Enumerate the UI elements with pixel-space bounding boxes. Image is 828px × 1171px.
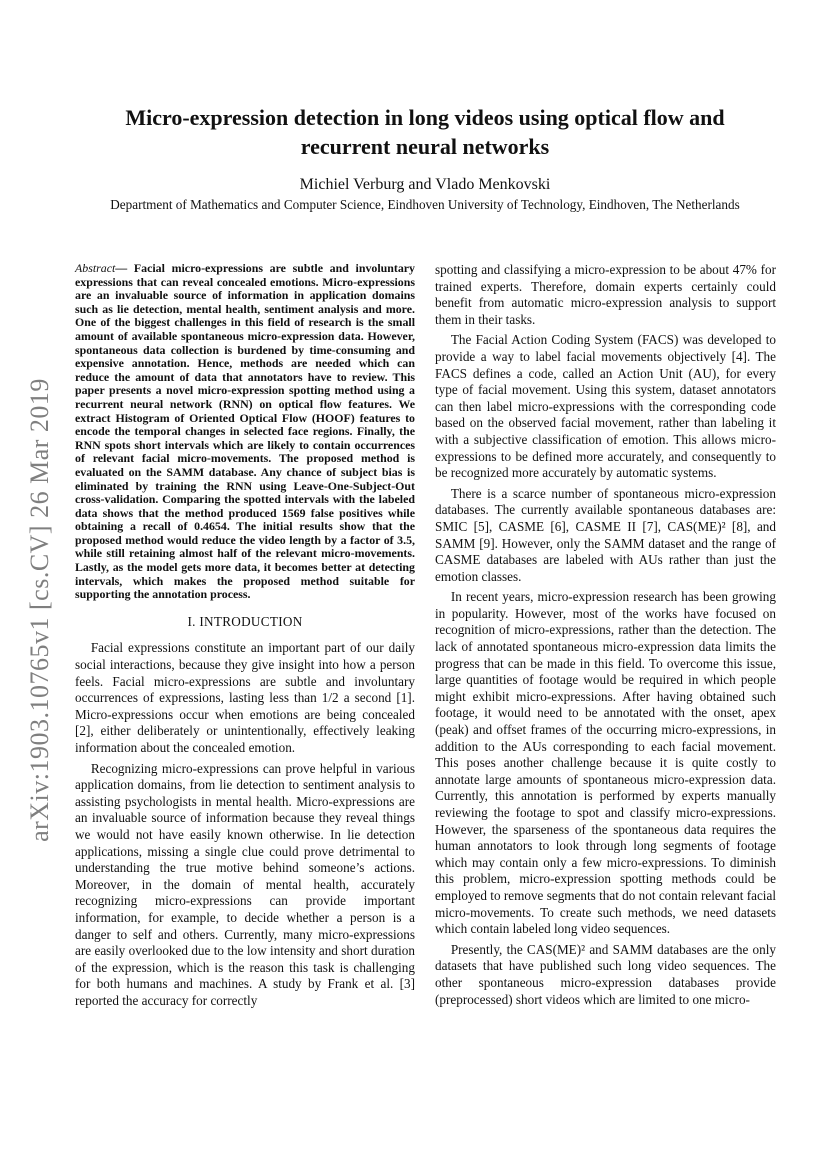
paragraph: spotting and classifying a micro-expression to be about 47% for trained experts. Therefore, domain experts certainly could benefit from automatic micro-expression analysis to support them in their tasks. [435, 262, 776, 327]
left-column [75, 262, 415, 1010]
paper-title: Micro-expression detection in long videos using optical flow and recurrent neural networks [125, 105, 725, 159]
right-column [435, 262, 776, 1008]
paragraph: The Facial Action Coding System (FACS) was developed to provide a way to label facial movements objectively [4]. The FACS defines a code, called an Action Unit (AU), for every type of facial movement. Using this system, dataset annotators can then label micro-expressions with the corresponding code based on the observed facial movement, rather than labeling it with a subjective classification of emotion. This allows micro-expressions to be defined more accurately, and consequently to be recognized more accurately by automatic systems. [435, 332, 776, 481]
abstract-label: Abstract [75, 261, 116, 275]
paragraph: Presently, the CAS(ME)² and SAMM databases are the only datasets that have published such long video sequences. The other spontaneous micro-expression databases provide (preprocessed) short videos which are limited to one micro- [435, 941, 776, 1007]
abstract-text: Facial micro-expressions are subtle and involuntary expressions that can reveal concealed emotions. Micro-expressions are an invaluable source of information in application domains such as lie detection, mental health, sentiment analysis and more. One of the biggest challenges in this field of research is the small amount of available spontaneous micro-expression data. However, spontaneous data collection is burdened by time-consuming and expensive annotation. Hence, methods are needed which can reduce the amount of data that annotators have to review. This paper presents a novel micro-expression spotting method using a recurrent neural network (RNN) on optical flow features. We extract Histogram of Oriented Optical Flow (HOOF) features to encode the temporal changes in selected face regions. Finally, the RNN spots short intervals which are likely to contain occurrences of relevant facial micro-movements. The proposed method is evaluated on the SAMM database. Any chance of subject bias is eliminated by training the RNN using Leave-One-Subject-Out cross-validation. Comparing the spotted intervals with the labeled data shows that the method produced 1569 false positives while obtaining a recall of 0.4654. The initial results show that the proposed method would reduce the video length by a factor of 3.5, while still retaining almost half of the relevant micro-movements. Lastly, as the model gets more data, it becomes better at detecting intervals, which makes the proposed method suitable for supporting the annotation process. [75, 261, 415, 602]
arxiv-identifier-stamp [20, 360, 60, 860]
section-heading-introduction: I. INTRODUCTION [187, 613, 303, 629]
paragraph: In recent years, micro-expression research has been growing in popularity. However, most of the works have focused on recognition of micro-expressions, rather than the detection. The lack of annotated spontaneous micro-expression data limits the progress that can be made in this field. To overcome this issue, large quantities of footage would be required in which people might exhibit micro-expressions. After having obtained such footage, it would need to be annotated with the onset, apex (peak) and offset frames of the occurring micro-expressions, in addition to the AUs corresponding to each facial movement. This poses another challenge because it is quite costly to annotate large amounts of spontaneous micro-expression data. Currently, this annotation is performed by experts manually reviewing the footage to spot and classify micro-expressions. However, the sparseness of the spontaneous data requires the human annotators to look through long segments of footage which may contain only a few micro-expressions. To diminish this problem, micro-expression spotting methods could be employed to remove segments that do not contain relevant facial micro-movements. To create such methods, we need datasets which contain labeled long video sequences. [435, 589, 776, 937]
paragraph: There is a scarce number of spontaneous micro-expression databases. The currently available spontaneous databases are: SMIC [5], CASME [6], CASME II [7], CAS(ME)² [8], and SAMM [9]. However, only the SAMM dataset and the range of CASME databases are labeled with AUs rather than just the emotion classes. [435, 485, 776, 584]
paragraph: Recognizing micro-expressions can prove helpful in various application domains, from lie detection to sentiment analysis to assisting psychologists in mental health. Micro-expressions are an invaluable source of information because they reveal things we would not have easily known otherwise. In lie detection applications, missing a single clue could prove detrimental to understanding the true motive behind someone’s actions. Moreover, in the domain of mental health, accurately recognizing micro-expressions can provide important information, for example, to decide whether a person is a danger to self and others. Currently, many micro-expressions are easily overlooked due to the low intensity and short duration of the expression, which is the reason this task is challenging for both humans and machines. A study by Frank et al. [3] reported the accuracy for correctly [75, 760, 415, 1008]
paragraph: Facial expressions constitute an important part of our daily social interactions, because they give insight into how a person feels. Facial micro-expressions are subtle and involuntary occurrences of expressions, lasting less than 1/2 a second [1]. Micro-expressions occur when emotions are being concealed [2], either deliberately or unintentionally, effectively leaking information about the concealed emotion. [75, 640, 415, 755]
arxiv-identifier-text: arXiv:1903.10765v1 [cs.CV] 26 Mar 2019 [25, 378, 54, 842]
abstract-block: Abstract— Facial micro-expressions are subtle and involuntary expressions that can reveal concealed emotions. Micro-expressions are an invaluable source of information in application domains such as lie detection, mental health, sentiment analysis and more. One of the biggest challenges in this field of research is the small amount of available spontaneous micro-expression data. However, spontaneous data collection is burdened by time-consuming and expensive annotation. Hence, methods are needed which can reduce the amount of data that annotators have to review. This paper presents a novel micro-expression spotting method using a recurrent neural network (RNN) on optical flow features. We extract Histogram of Oriented Optical Flow (HOOF) features to encode the temporal changes in selected face regions. Finally, the RNN spots short intervals which are likely to contain occurrences of relevant facial micro-movements. The proposed method is evaluated on the SAMM database. Any chance of subject bias is eliminated by training the RNN using Leave-One-Subject-Out cross-validation. Comparing the spotted intervals with the labeled data shows that the method produced 1569 false positives while obtaining a recall of 0.4654. The initial results show that the proposed method would reduce the video length by a factor of 3.5, while still retaining almost half of the relevant micro-movements. Lastly, as the model gets more data, it becomes better at detecting intervals, which makes the proposed method suitable for supporting the annotation process. [75, 261, 415, 602]
paper-authors: Michiel Verburg and Vlado Menkovski [299, 176, 551, 193]
paper-affiliation: Department of Mathematics and Computer Science, Eindhoven University of Technology, Eindhoven, The Netherlands [110, 197, 740, 212]
